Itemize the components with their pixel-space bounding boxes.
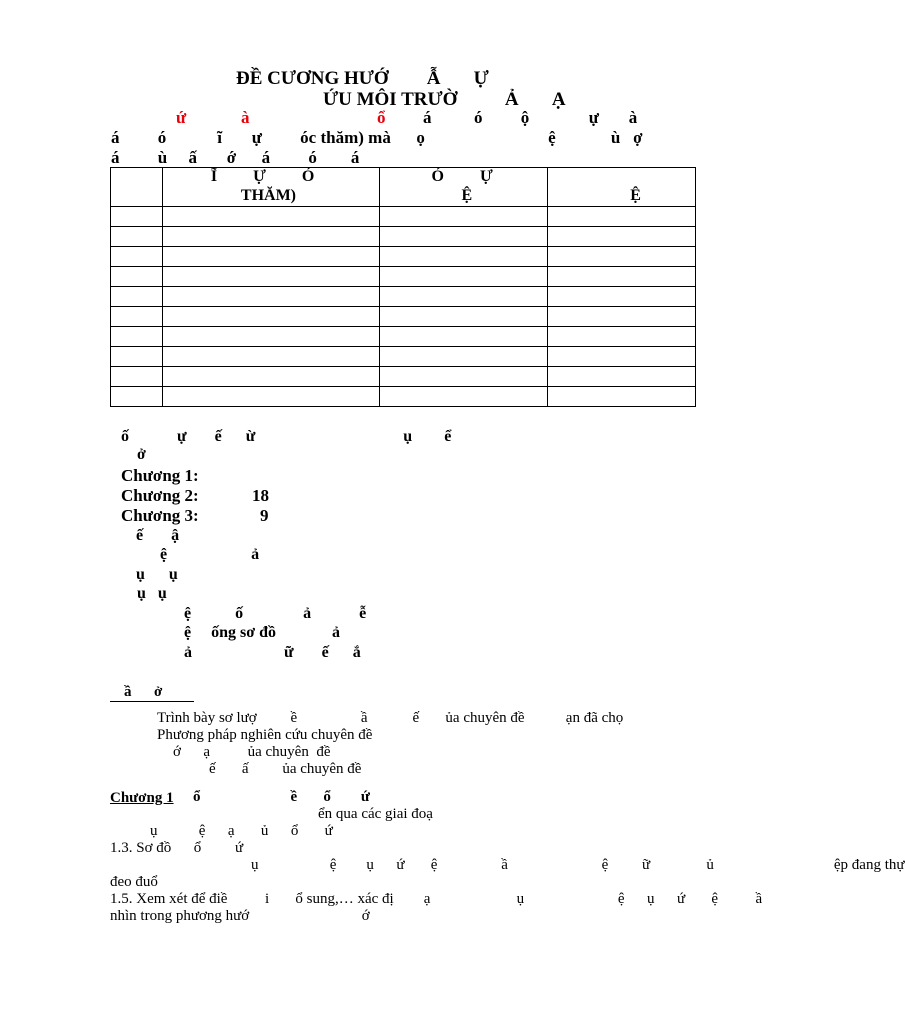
- table-header-col3-line2: Ệ: [461, 187, 473, 204]
- table-row: [111, 387, 696, 407]
- chapter1-line-4: ụ ệ ụ ứ ệ ầ ệ ữ ủ ệp đang thự: [251, 857, 905, 873]
- intro-red-fragment-1: ứ: [176, 108, 187, 127]
- intro-section-line-1: Trình bày sơ lượ ề ầ ế ủa chuyên đề ạn đã chọ: [157, 710, 624, 726]
- chapter-1-label: Chương 1:: [121, 466, 199, 485]
- table-row: [111, 327, 696, 347]
- chapter1-heading-rest: ổ ề ổ ứ: [193, 789, 370, 805]
- document-title-line2: ỨU MÔI TRƯỜ Ả Ạ: [323, 89, 566, 110]
- table-header-cell-4: [548, 168, 696, 207]
- chapter1-heading: Chương 1: [110, 790, 174, 806]
- chapter-3-label: Chương 3:: [121, 506, 199, 525]
- table-row: [111, 307, 696, 327]
- table-header-col4-line2: Ệ: [630, 187, 641, 204]
- document-title-line1: ĐỀ CƯƠNG HƯỚ Ẫ Ự: [236, 68, 489, 89]
- intro-section-heading: ầ ở: [110, 684, 194, 702]
- outline-sub-3: ụ ụ: [136, 566, 178, 583]
- outline-sub-2: ệ ả: [160, 546, 260, 563]
- table-row: [111, 347, 696, 367]
- table-header-col3-line1: Ó Ự: [431, 168, 493, 185]
- intro-section-line-2: Phương pháp nghiên cứu chuyên đề: [157, 727, 373, 743]
- outline-line-1: ố ự ế ừ ụ ể: [121, 428, 452, 445]
- intro-section-line-3: ớ ạ ủa chuyên đề: [173, 744, 331, 760]
- outline-sub-1: ế ậ: [136, 527, 180, 544]
- table-row: [111, 287, 696, 307]
- outline-sub-7: ả ữ ế ắ: [184, 644, 361, 661]
- intro-line-1: á ó ộ ự à: [423, 108, 638, 127]
- chapter1-line-7: nhìn trong phương hướ ớ: [110, 908, 370, 924]
- chapter-2-label: Chương 2:: [121, 486, 199, 505]
- intro-section-line-4: ế ấ ủa chuyên đề: [209, 761, 362, 777]
- table-header-cell-3: [379, 168, 548, 207]
- intro-red-fragment-3: ổ: [377, 108, 386, 127]
- intro-line-2: á ó ĩ ự óc thăm) mà ọ ệ ù ợ: [111, 128, 643, 147]
- chapter1-line-6: 1.5. Xem xét để điề i ổ sung,… xác đị ạ ụ ệ ụ ứ ệ ầ: [110, 891, 763, 907]
- outline-line-2: ở: [137, 446, 146, 463]
- table-row: [111, 267, 696, 287]
- table-header-cell-2: [162, 168, 379, 207]
- table-row: [111, 207, 696, 227]
- table-row: [111, 367, 696, 387]
- chapter1-line-5: đeo đuổ: [110, 874, 158, 890]
- outline-sub-4: ụ ụ: [137, 585, 167, 602]
- intro-line-3: á ù ấ ớ á ó á: [111, 148, 360, 167]
- chapter1-line-2: ụ ệ ạ ủ ổ ứ: [150, 823, 333, 839]
- chapter1-line-3: 1.3. Sơ đồ ổ ứ: [110, 840, 244, 856]
- outline-sub-5: ệ ố ả ễ: [184, 605, 367, 622]
- chapter-2-value: 18: [252, 486, 269, 505]
- chapter1-line-1: ển qua các giai đoạ: [318, 806, 433, 822]
- table-row: [111, 247, 696, 267]
- table-header-row: [111, 168, 696, 207]
- intro-red-fragment-2: à: [241, 108, 250, 127]
- chapter-3-value: 9: [260, 506, 269, 525]
- table-header-col2-line1: Ĩ Ự Ó: [210, 168, 315, 185]
- table-row: [111, 227, 696, 247]
- table-header-col2-line2: THĂM): [240, 187, 297, 204]
- schedule-table: [110, 167, 696, 407]
- outline-sub-6: ệ ống sơ đồ ả: [184, 624, 340, 641]
- table-header-cell-1: [111, 168, 163, 207]
